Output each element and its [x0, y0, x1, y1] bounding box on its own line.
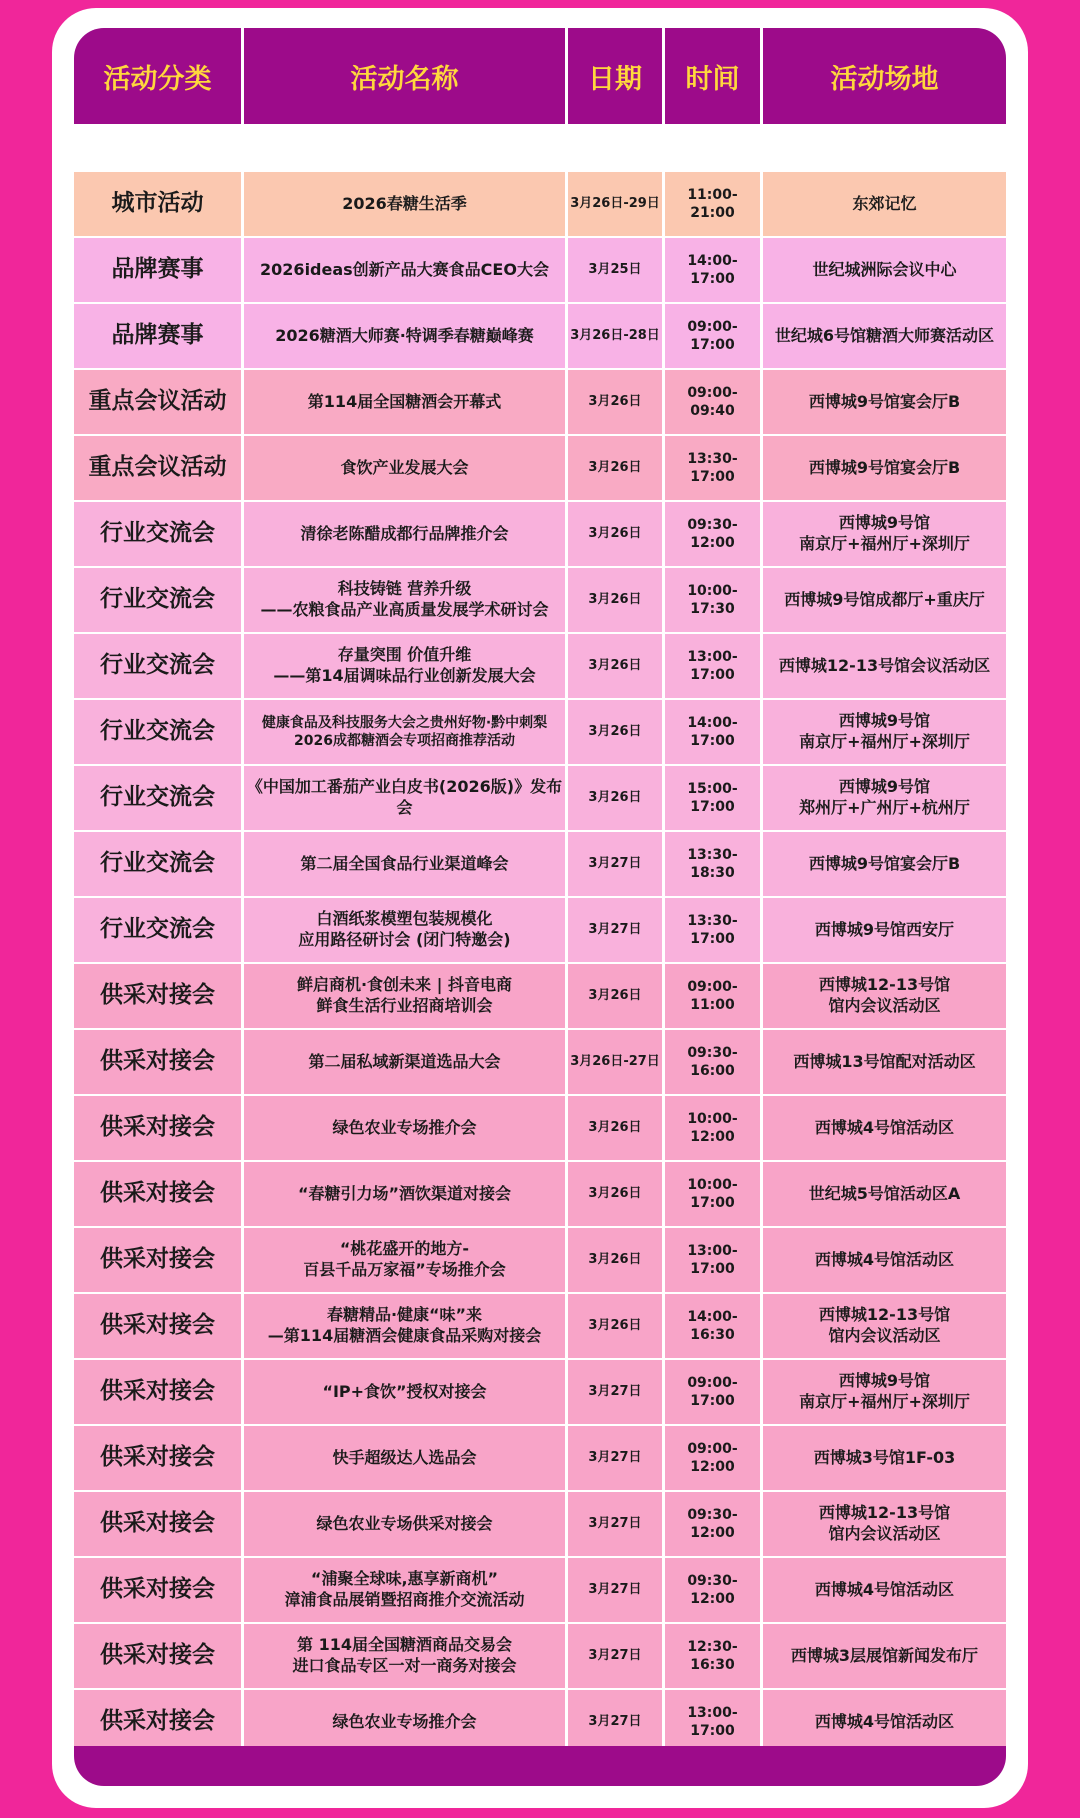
row-date: 3月27日 — [568, 1690, 665, 1754]
row-date: 3月25日 — [568, 238, 665, 302]
table-row — [74, 1030, 1006, 1096]
row-time: 10:00-12:00 — [665, 1096, 763, 1160]
row-date: 3月26日 — [568, 1228, 665, 1292]
row-name: 清徐老陈醋成都行品牌推介会 — [244, 502, 568, 566]
row-name: 春糖精品·健康“味”来 —第114届糖酒会健康食品采购对接会 — [244, 1294, 568, 1358]
row-category: 行业交流会 — [74, 700, 244, 764]
row-date: 3月26日 — [568, 1162, 665, 1226]
row-venue: 西博城9号馆西安厅 — [814, 919, 955, 939]
row-venue: 西博城4号馆活动区 — [814, 1249, 955, 1269]
table-row — [74, 436, 1006, 502]
table-row — [74, 304, 1006, 370]
table-row — [74, 172, 1006, 238]
row-date: 3月26日 — [568, 1294, 665, 1358]
row-name: “浦聚全球味,惠享新商机” 漳浦食品展销暨招商推介交流活动 — [244, 1558, 568, 1622]
table-footer — [74, 1746, 1006, 1786]
row-time: 09:30-12:00 — [665, 502, 763, 566]
row-venue: 西博城12-13号馆 馆内会议活动区 — [818, 1305, 951, 1345]
table-row — [74, 1228, 1006, 1294]
row-category: 供采对接会 — [74, 1558, 244, 1622]
row-category: 重点会议活动 — [74, 370, 244, 434]
row-venue: 西博城4号馆活动区 — [814, 1117, 955, 1137]
row-venue: 西博城9号馆宴会厅B — [808, 391, 961, 411]
row-date: 3月26日-27日 — [568, 1030, 665, 1094]
row-venue: 西博城12-13号馆 馆内会议活动区 — [818, 975, 951, 1015]
row-time: 10:00-17:30 — [665, 568, 763, 632]
table-row — [74, 238, 1006, 304]
row-time: 09:00-17:00 — [665, 304, 763, 368]
row-category: 供采对接会 — [74, 1360, 244, 1424]
row-name: “IP+食饮”授权对接会 — [244, 1360, 568, 1424]
row-category: 行业交流会 — [74, 634, 244, 698]
row-venue: 西博城4号馆活动区 — [814, 1711, 955, 1731]
row-category: 行业交流会 — [74, 766, 244, 830]
row-date: 3月27日 — [568, 1360, 665, 1424]
row-time: 13:00-17:00 — [665, 1690, 763, 1754]
row-date: 3月26日 — [568, 370, 665, 434]
row-time: 09:00-11:00 — [665, 964, 763, 1028]
row-venue: 西博城9号馆 南京厅+福州厅+深圳厅 — [799, 711, 970, 751]
row-category: 行业交流会 — [74, 502, 244, 566]
row-category: 供采对接会 — [74, 1030, 244, 1094]
row-name: 食饮产业发展大会 — [244, 436, 568, 500]
row-name: 2026糖酒大师赛·特调季春糖巅峰赛 — [244, 304, 568, 368]
header-time: 时间 — [665, 28, 763, 124]
row-date: 3月26日 — [568, 964, 665, 1028]
row-date: 3月27日 — [568, 832, 665, 896]
row-time: 09:00-17:00 — [665, 1360, 763, 1424]
row-name: 第114届全国糖酒会开幕式 — [244, 370, 568, 434]
table-row — [74, 898, 1006, 964]
row-category: 行业交流会 — [74, 832, 244, 896]
row-time: 15:00-17:00 — [665, 766, 763, 830]
row-category: 行业交流会 — [74, 568, 244, 632]
row-venue: 西博城13号馆配对活动区 — [793, 1051, 976, 1071]
row-name: “春糖引力场”酒饮渠道对接会 — [244, 1162, 568, 1226]
row-category: 供采对接会 — [74, 1492, 244, 1556]
row-time: 13:30-17:00 — [665, 898, 763, 962]
row-venue: 世纪城6号馆糖酒大师赛活动区 — [774, 325, 995, 345]
row-time: 14:00-17:00 — [665, 238, 763, 302]
row-date: 3月26日-28日 — [568, 304, 665, 368]
row-time: 10:00-17:00 — [665, 1162, 763, 1226]
table-row — [74, 370, 1006, 436]
row-venue: 西博城12-13号馆 馆内会议活动区 — [818, 1503, 951, 1543]
row-date: 3月27日 — [568, 898, 665, 962]
row-date: 3月26日 — [568, 634, 665, 698]
row-venue: 西博城12-13号馆会议活动区 — [778, 655, 991, 675]
row-time: 13:30-18:30 — [665, 832, 763, 896]
row-time: 13:00-17:00 — [665, 634, 763, 698]
table-row — [74, 766, 1006, 832]
row-date: 3月27日 — [568, 1624, 665, 1688]
row-date: 3月26日 — [568, 1096, 665, 1160]
row-name: 健康食品及科技服务大会之贵州好物·黔中刺梨 2026成都糖酒会专项招商推荐活动 — [244, 700, 568, 764]
row-category: 品牌赛事 — [74, 238, 244, 302]
row-date: 3月26日 — [568, 502, 665, 566]
row-date: 3月27日 — [568, 1558, 665, 1622]
row-name: 鲜启商机·食创未来 | 抖音电商 鲜食生活行业招商培训会 — [244, 964, 568, 1028]
row-date: 3月26日 — [568, 766, 665, 830]
table-row — [74, 634, 1006, 700]
row-category: 供采对接会 — [74, 1294, 244, 1358]
row-category: 供采对接会 — [74, 1228, 244, 1292]
row-time: 13:30-17:00 — [665, 436, 763, 500]
row-venue: 西博城9号馆宴会厅B — [808, 457, 961, 477]
row-time: 14:00-16:30 — [665, 1294, 763, 1358]
row-venue: 世纪城洲际会议中心 — [812, 259, 957, 279]
header-name: 活动名称 — [244, 28, 568, 124]
table-row — [74, 1492, 1006, 1558]
row-name: 科技铸链 营养升级 ——农粮食品产业高质量发展学术研讨会 — [244, 568, 568, 632]
row-name: “桃花盛开的地方- 百县千品万家福”专场推介会 — [244, 1228, 568, 1292]
table-row — [74, 1624, 1006, 1690]
row-category: 供采对接会 — [74, 964, 244, 1028]
row-venue: 西博城4号馆活动区 — [814, 1579, 955, 1599]
row-name: 2026春糖生活季 — [244, 172, 568, 236]
row-time: 12:30-16:30 — [665, 1624, 763, 1688]
table-row — [74, 1294, 1006, 1360]
header-category: 活动分类 — [74, 28, 244, 124]
row-time: 09:30-16:00 — [665, 1030, 763, 1094]
table-row — [74, 1426, 1006, 1492]
header-date: 日期 — [568, 28, 665, 124]
row-venue: 西博城9号馆 南京厅+福州厅+深圳厅 — [799, 513, 970, 553]
row-category: 供采对接会 — [74, 1162, 244, 1226]
row-date: 3月27日 — [568, 1492, 665, 1556]
row-time: 13:00-17:00 — [665, 1228, 763, 1292]
row-date: 3月26日-29日 — [568, 172, 665, 236]
row-name: 第 114届全国糖酒商品交易会 进口食品专区一对一商务对接会 — [244, 1624, 568, 1688]
table-row — [74, 1558, 1006, 1624]
row-venue: 西博城9号馆 南京厅+福州厅+深圳厅 — [799, 1371, 970, 1411]
row-time: 09:30-12:00 — [665, 1492, 763, 1556]
header-gap — [74, 124, 1006, 172]
row-name: 存量突围 价值升维 ——第14届调味品行业创新发展大会 — [244, 634, 568, 698]
row-category: 供采对接会 — [74, 1426, 244, 1490]
row-date: 3月26日 — [568, 436, 665, 500]
row-time: 09:00-12:00 — [665, 1426, 763, 1490]
row-date: 3月26日 — [568, 568, 665, 632]
row-venue: 西博城9号馆成都厅+重庆厅 — [784, 589, 985, 609]
table-row — [74, 1162, 1006, 1228]
row-category: 品牌赛事 — [74, 304, 244, 368]
row-category: 供采对接会 — [74, 1690, 244, 1754]
row-time: 11:00-21:00 — [665, 172, 763, 236]
schedule-table — [74, 28, 1006, 1784]
row-venue: 西博城3层展馆新闻发布厅 — [790, 1645, 979, 1665]
table-header — [74, 28, 1006, 124]
row-name: 绿色农业专场供采对接会 — [244, 1492, 568, 1556]
row-date: 3月27日 — [568, 1426, 665, 1490]
table-row — [74, 700, 1006, 766]
table-row — [74, 568, 1006, 634]
header-venue: 活动场地 — [830, 63, 939, 95]
row-category: 供采对接会 — [74, 1624, 244, 1688]
row-name: 第二届全国食品行业渠道峰会 — [244, 832, 568, 896]
row-name: 绿色农业专场推介会 — [244, 1690, 568, 1754]
row-time: 14:00-17:00 — [665, 700, 763, 764]
row-category: 供采对接会 — [74, 1096, 244, 1160]
row-name: 白酒纸浆模塑包装规模化 应用路径研讨会 (闭门特邀会) — [244, 898, 568, 962]
row-date: 3月26日 — [568, 700, 665, 764]
table-row — [74, 1096, 1006, 1162]
row-time: 09:00-09:40 — [665, 370, 763, 434]
row-name: 快手超级达人选品会 — [244, 1426, 568, 1490]
row-name: 第二届私域新渠道选品大会 — [244, 1030, 568, 1094]
row-venue: 世纪城5号馆活动区A — [808, 1183, 961, 1203]
row-venue: 西博城9号馆宴会厅B — [808, 853, 961, 873]
row-category: 行业交流会 — [74, 898, 244, 962]
table-row — [74, 1360, 1006, 1426]
table-row — [74, 964, 1006, 1030]
table-row — [74, 502, 1006, 568]
row-time: 09:30-12:00 — [665, 1558, 763, 1622]
table-body — [74, 172, 1006, 1756]
row-venue: 西博城9号馆 郑州厅+广州厅+杭州厅 — [799, 777, 970, 817]
row-name: 《中国加工番茄产业白皮书(2026版)》发布会 — [244, 766, 568, 830]
row-venue: 西博城3号馆1F-03 — [813, 1447, 956, 1467]
row-category: 重点会议活动 — [74, 436, 244, 500]
row-category: 城市活动 — [74, 172, 244, 236]
row-name: 绿色农业专场推介会 — [244, 1096, 568, 1160]
row-name: 2026ideas创新产品大赛食品CEO大会 — [244, 238, 568, 302]
table-row — [74, 832, 1006, 898]
row-venue: 东郊记忆 — [852, 193, 917, 213]
